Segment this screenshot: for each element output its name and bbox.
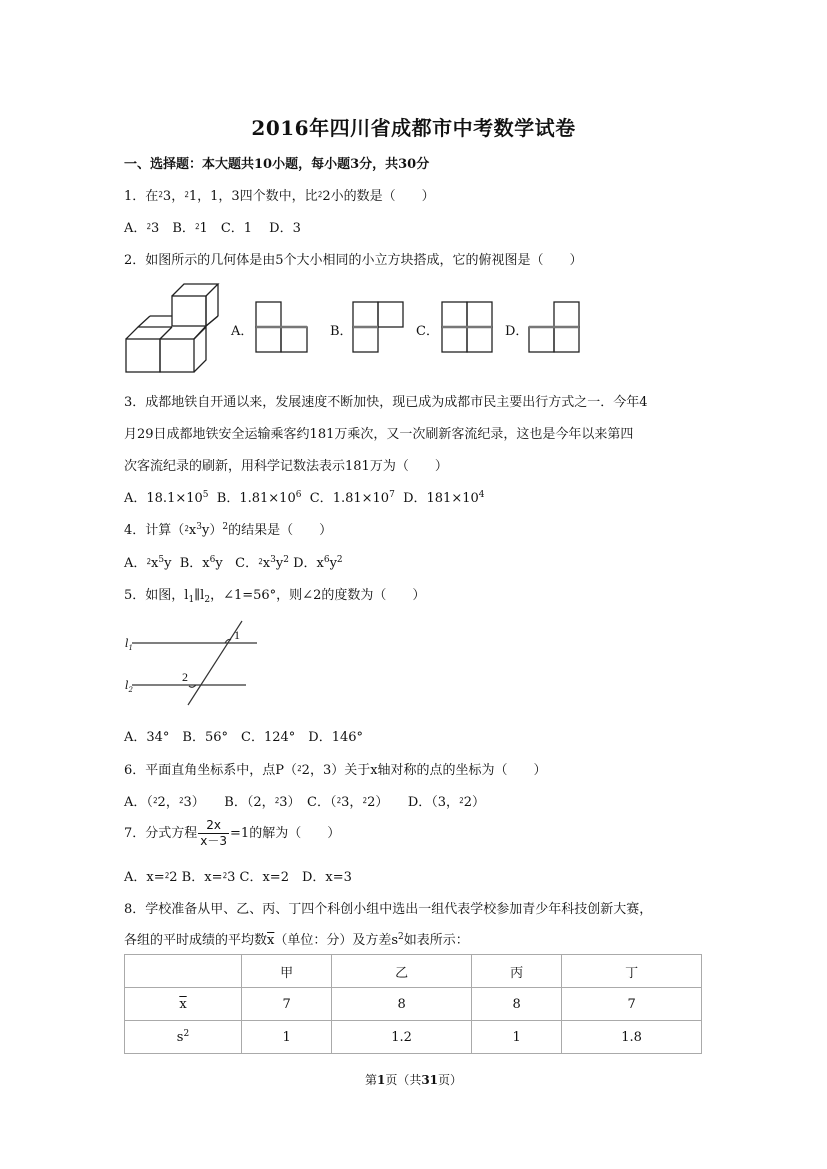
question-6-options: A．（⁲2，⁲3） B．（2，⁲3） C．（⁲3，⁲2） D．（3，⁲2）: [124, 795, 485, 810]
page-footer: 第1页（共31页）: [364, 1073, 463, 1087]
option-a-view: [255, 301, 310, 353]
question-3-options: A．$18.1\times 10^5$ B．$1.81\times 10^6$ C．$1.81\times 10^7$ D．$181\times 10^4$: [124, 490, 485, 506]
question-3-line-1: 3．成都地铁自开通以来，发展速度不断加快，现已成为成都市民主要出行方式之一．今年4: [124, 395, 648, 410]
option-a-label: A．: [231, 324, 254, 339]
question-5-options: A．34° B．56° C．124° D．146°: [124, 730, 364, 745]
question-8-line-1: 8．学校准备从甲、乙、丙、丁四个科创小组中选出一组代表学校参加青少年科技创新大赛，: [124, 902, 653, 917]
question-5-stem: 5．如图，$l_1\parallel l_2$，∠1=56°，则∠2的度数为（ ）: [124, 588, 426, 605]
question-1-stem: 1．在⁲3，⁲1，1，3四个数中，比⁲2小的数是（ ）: [124, 189, 435, 204]
question-4-stem: 4．计算$(⁲x^3y)^2$的结果是（ ）: [124, 522, 333, 538]
option-b-label: B．: [330, 324, 353, 339]
question-2-stem: 2．如图所示的几何体是由5个大小相同的小立方块搭成，它的俯视图是（ ）: [124, 253, 583, 268]
angle-2-label: 2: [182, 670, 188, 684]
table-header-row: 甲 乙 丙 丁: [125, 955, 702, 988]
angle-1-label: 1: [234, 628, 240, 642]
section-heading: 一、选择题：本大题共10小题，每小题3分，共30分: [124, 157, 430, 172]
option-c-view: [441, 301, 496, 353]
scores-table: [124, 954, 702, 1054]
question-6-stem: 6．平面直角坐标系中，点P（⁲2，3）关于x轴对称的点的坐标为（ ）: [124, 763, 547, 778]
option-b-view: [352, 301, 407, 353]
question-8-line-2: 各组的平时成绩的平均数$\overline{x}$（单位：分）及方差$s^2$如表所示：: [124, 932, 469, 948]
cube-solid-figure: [124, 282, 219, 374]
option-d-view: [528, 301, 583, 353]
question-3-line-2: 月29日成都地铁安全运输乘客约181万乘次，又一次刷新客流纪录，这也是今年以来第四: [124, 427, 634, 442]
option-d-label: D．: [505, 324, 529, 339]
option-c-label: C．: [416, 324, 439, 339]
parallel-lines-figure: [124, 615, 259, 707]
table-row: $\overline{x}$ 7 8 8 7: [125, 988, 702, 1021]
fraction: $\frac{2x}{x-3}$: [200, 818, 228, 848]
question-3-line-3: 次客流纪录的刷新，用科学记数法表示181万为（ ）: [124, 459, 448, 474]
svg-text:l2: $l_2$: [125, 679, 133, 694]
page-title: 2016年四川省成都市中考数学试卷: [251, 116, 576, 140]
question-7-stem: 7．分式方程 $\frac{2x}{x-3}$ =1的解为（ ）: [124, 818, 341, 848]
question-7-options: A．x=⁲2 B．x=⁲3 C．x=2 D．x=3: [124, 870, 352, 885]
question-1-options: A．⁲3 B．⁲1 C．1 D．3: [124, 221, 301, 236]
question-4-options: A．$⁲x^5y$ B．$x^6y$ C．$⁲x^3y^2$ D．$x^6y^2$: [124, 555, 343, 571]
svg-text:l1: $l_1$: [125, 637, 133, 652]
table-row: $s^2$ 1 1.2 1 1.8: [125, 1021, 702, 1054]
